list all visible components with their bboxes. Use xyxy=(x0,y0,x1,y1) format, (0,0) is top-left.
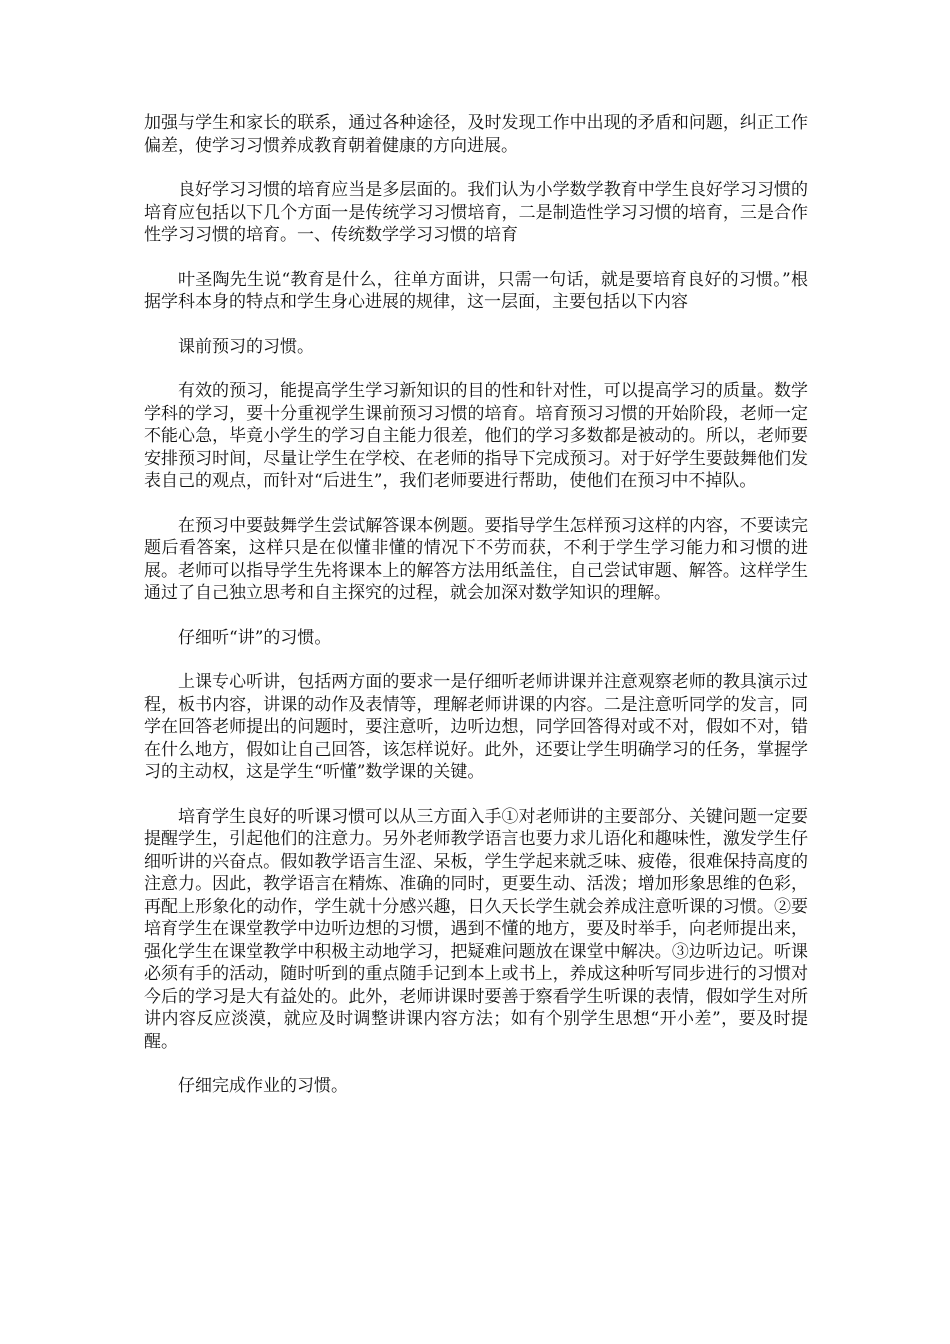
paragraph-multilevel-habits: 良好学习习惯的培育应当是多层面的。我们认为小学数学教育中学生良好学习习惯的培育应包括以下几个方面一是传统学习习惯培育，二是制造性学习习惯的培育，三是合作性学习习惯的培育。一、传统数学学习习惯的培育 xyxy=(144,180,808,245)
paragraph-attentive-listening: 上课专心听讲，包括两方面的要求一是仔细听老师讲课并注意观察老师的教具演示过程，板书内容，讲课的动作及表情等，理解老师讲课的内容。二是注意听同学的发言，同学在回答老师提出的问题时，要注意听，边听边想，同学回答得对或不对，假如不对，错在什么地方，假如让自己回答，该怎样说好。此外，还要让学生明确学习的任务，掌握学习的主动权，这是学生“听懂”数学课的关键。 xyxy=(144,672,808,782)
heading-homework-habit: 仔细完成作业的习惯。 xyxy=(178,1076,348,1096)
paragraph-preview-examples: 在预习中要鼓舞学生尝试解答课本例题。要指导学生怎样预习这样的内容，不要读完题后看答案，这样只是在似懂非懂的情况下不劳而获，不利于学生学习能力和习惯的进展。老师可以指导学生先将课本上的解答方法用纸盖住，自己尝试审题、解答。这样学生通过了自己独立思考和自主探究的过程，就会加深对数学知识的理解。 xyxy=(144,515,808,603)
heading-preview-habit: 课前预习的习惯。 xyxy=(178,336,314,357)
paragraph-listening-methods: 培育学生良好的听课习惯可以从三方面入手①对老师讲的主要部分、关键问题一定要提醒学生，引起他们的注意力。另外老师教学语言也要力求儿语化和趣味性，激发学生仔细听讲的兴奋点。假如教学语言生涩、呆板，学生学起来就乏味、疲倦，很难保持高度的注意力。因此，教学语言在精炼、准确的同时，更要生动、活泼；增加形象思维的色彩，再配上形象化的动作，学生就十分感兴趣，日久天长学生就会养成注意听课的习惯。②要培育学生在课堂教学中边听边想的习惯，遇到不懂的地方，要及时举手，向老师提出来，强化学生在课堂教学中积极主动地学习，把疑难问题放在课堂中解决。③边听边记。听课必须有手的活动，随时听到的重点随手记到本上或书上，养成这种听写同步进行的习惯对今后的学习是大有益处的。此外，老师讲课时要善于察看学生听课的表情，假如学生对所讲内容反应淡漠，就应及时调整讲课内容方法；如有个别学生思想“开小差”，要及时提醒。 xyxy=(144,806,808,1052)
paragraph-effective-preview: 有效的预习，能提高学生学习新知识的目的性和针对性，可以提高学习的质量。数学学科的学习，要十分重视学生课前预习习惯的培育。培育预习习惯的开始阶段，老师一定不能心急，毕竟小学生的学习自主能力很差，他们的学习多数都是被动的。所以，老师要安排预习时间，尽量让学生在学校、在老师的指导下完成预习。对于好学生要鼓舞他们发表自己的观点，而针对“后进生”，我们老师要进行帮助，使他们在预习中不掉队。 xyxy=(144,381,808,491)
paragraph-intro-continuation: 加强与学生和家长的联系，通过各种途径，及时发现工作中出现的矛盾和问题，纠正工作偏差，使学习习惯养成教育朝着健康的方向进展。 xyxy=(144,113,808,156)
paragraph-ye-shengtao-quote: 叶圣陶先生说“教育是什么，往单方面讲，只需一句话，就是要培育良好的习惯。”根据学科本身的特点和学生身心进展的规律，这一层面，主要包括以下内容 xyxy=(144,269,808,312)
document-body xyxy=(144,112,808,1120)
heading-listening-habit: 仔细听“讲”的习惯。 xyxy=(178,627,332,648)
